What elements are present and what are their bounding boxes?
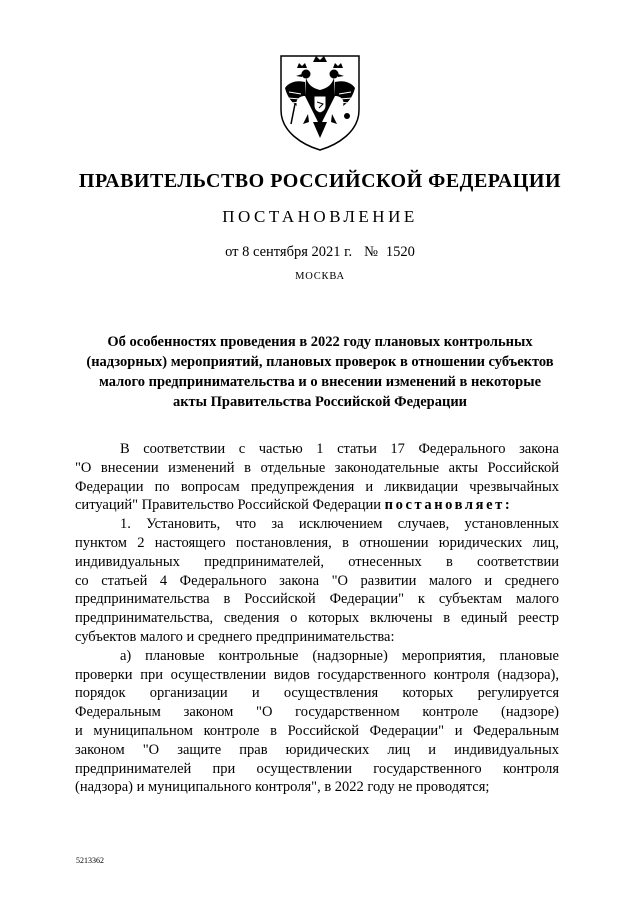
document-date-number <box>0 244 640 261</box>
body-line: пунктом 2 настоящего постановления, в отношении юридических лиц, <box>75 534 559 551</box>
resolution-keyword: постановляет: <box>384 497 513 514</box>
body-line: а) плановые контрольные (надзорные) мероприятия, плановые <box>120 647 559 664</box>
body-line: порядок организации и осуществления которых регулируется <box>75 685 559 702</box>
body-line: и муниципальном контроле в Российской Федерации" и Федеральным <box>75 722 559 739</box>
resolution-prefix: ситуаций" Правительство Российской Федерации <box>75 497 385 514</box>
document-heading <box>60 332 580 412</box>
heading-line: (надзорных) мероприятий, плановых проверок в отношении субъектов <box>86 354 554 370</box>
body-line: Федерации по вопросам предупреждения и ликвидации чрезвычайных <box>75 478 559 495</box>
body-line: 1. Установить, что за исключением случаев, установленных <box>120 516 559 533</box>
body-line: (надзора) и муниципального контроля", в 2022 году не проводятся; <box>75 779 490 796</box>
heading-line: Об особенностях проведения в 2022 году плановых контрольных <box>107 334 533 350</box>
number-sign: № <box>364 244 378 260</box>
document-date: от 8 сентября 2021 г. <box>225 244 353 260</box>
document-number: 1520 <box>385 244 415 260</box>
russian-coat-of-arms-icon <box>275 52 365 152</box>
body-line: предпринимательства в Российской Федерации" к субъектам малого <box>75 591 559 608</box>
heading-line: малого предпринимательства и о внесении изменений в некоторые <box>98 374 542 390</box>
document-body <box>75 440 559 797</box>
body-line: "О внесении изменений в отдельные законодательные акты Российской <box>75 459 559 476</box>
body-line: В соответствии с частью 1 статьи 17 Федерального закона <box>120 441 559 457</box>
body-line: проверки при осуществлении видов государственного контроля (надзора), <box>75 666 559 683</box>
body-line-resolution <box>75 496 559 515</box>
document-type: ПОСТАНОВЛЕНИЕ <box>222 207 418 226</box>
heading-line: акты Правительства Российской Федерации <box>172 394 468 410</box>
body-line: законом "О защите прав юридических лиц и индивидуальных <box>75 741 559 758</box>
body-line: со статьей 4 Федерального закона "О развитии малого и среднего <box>75 572 559 589</box>
document-code: 5213362 <box>76 856 104 865</box>
government-title: ПРАВИТЕЛЬСТВО РОССИЙСКОЙ ФЕДЕРАЦИИ <box>78 170 562 192</box>
body-line: предпринимателей при осуществлении государственного контроля <box>75 760 559 777</box>
document-city: МОСКВА <box>295 271 345 282</box>
body-line: предпринимательства, сведения о которых включены в единый реестр <box>75 610 559 627</box>
body-line: Федеральным законом "О государственном контроле (надзоре) <box>75 704 559 721</box>
body-line: индивидуальных предпринимателей, отнесенных в соответствии <box>75 553 559 570</box>
body-line: субъектов малого и среднего предпринимательства: <box>75 628 395 645</box>
